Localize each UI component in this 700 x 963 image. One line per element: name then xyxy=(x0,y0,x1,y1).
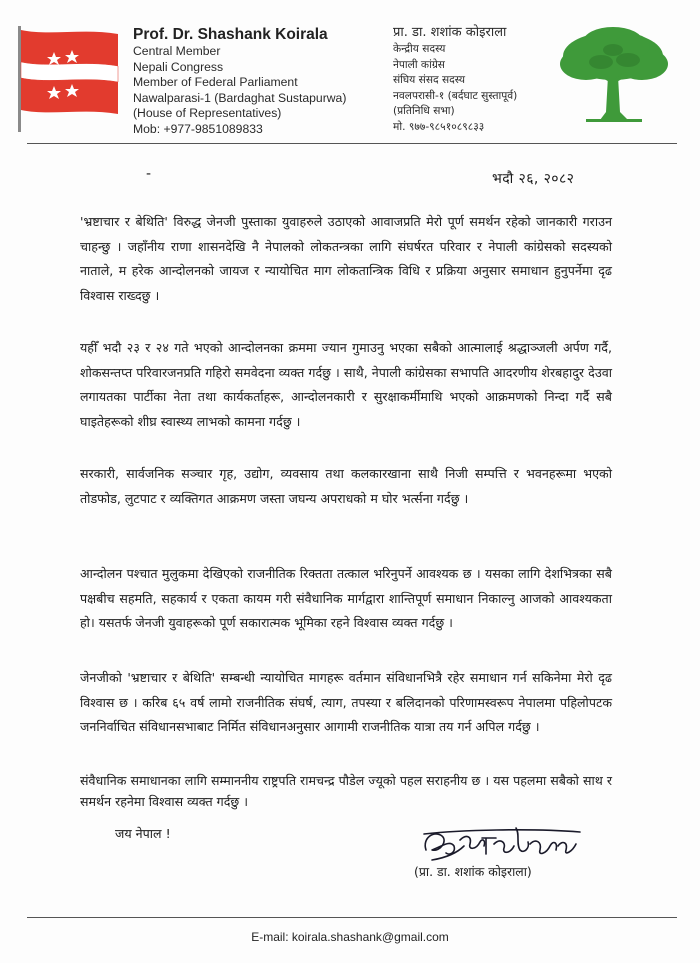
footer-divider xyxy=(27,917,677,918)
header-line-en: Nepali Congress xyxy=(133,59,224,74)
header-line-np: संघिय संसद सदस्य xyxy=(393,74,466,87)
letter-date: भदौ २६, २०८२ xyxy=(492,171,575,187)
letter-paragraph: सरकारी, सार्वजनिक सञ्चार गृह, उद्योग, व्यवसाय तथा कलकारखाना साथै निजी सम्पत्ति र भवनहरूमा भएको तोडफोड, लुटपाट र व्यक्तिगत आक्रमण जस्ता जघन्य अपराधको म घोर भर्त्सना गर्दछु । xyxy=(80,466,612,506)
header-line-np: नेपाली कांग्रेस xyxy=(393,58,445,71)
header-english xyxy=(133,25,363,138)
header-line-np: (प्रतिनिधि सभा) xyxy=(393,105,455,118)
closing-salutation: जय नेपाल ! xyxy=(115,826,171,841)
letter-paragraph: यहीँ भदौ २३ र २४ गते भएको आन्दोलनका क्रममा ज्यान गुमाउनु भएका सबैको आत्मालाई श्रद्धाञ्जली अर्पण गर्दै, शोकसन्तप्त परिवारजनप्रति गहिरो समवेदना व्यक्त गर्दछु । साथै, नेपाली कांग्रेसका सभापति आदरणीय शेरबहादुर देउवा लगायतका पार्टीका नेता तथा कार्यकर्ताहरू, आन्दोलनकारी र सुरक्षाकर्मीमाथि भएको आक्रमणको निन्दा गर्दै सबै घाइतेहरूको शीघ्र स्वास्थ्य लाभको कामना गर्दछु । xyxy=(80,340,612,429)
header-line-np: केन्द्रीय सदस्य xyxy=(393,43,446,55)
header-line-np: नवलपरासी-१ (बर्दघाट सुस्तापूर्व) xyxy=(393,89,518,102)
letter-paragraph: 'भ्रष्टाचार र बेथिति' विरुद्ध जेनजी पुस्ताका युवाहरुले उठाएको आवाजप्रति मेरो पूर्ण समर्थन रहेको जानकारी गराउन चाहन्छु । जहाँनीय राणा शासनदेखि नै नेपालको लोकतन्त्रका लागि संघर्षरत परिवार र नेपाली कांग्रेसको सदस्यको नाताले, म हरेक आन्दोलनको जायज र न्यायोचित माग लोकतान्त्रिक विधि र प्रक्रिया अनुसार समाधान हुनुपर्नेमा दृढ विश्वास राख्दछु । xyxy=(80,214,612,303)
signature xyxy=(420,820,585,866)
nepali-congress-flag-icon xyxy=(14,24,124,134)
name-nepali: प्रा. डा. शशांक कोइराला xyxy=(393,25,507,40)
signatory-name: (प्रा. डा. शशांक कोइराला) xyxy=(414,864,532,879)
header-divider xyxy=(27,143,677,144)
header-line-np: मो. ९७७-९८५१०८९८३३ xyxy=(393,120,485,133)
tree-logo-icon xyxy=(556,24,671,124)
letter-paragraph: जेनजीको 'भ्रष्टाचार र बेथिति' सम्बन्धी न्यायोचित मागहरू वर्तमान संविधानभित्रै रहेर समाधान गर्न सकिनेमा मेरो दृढ विश्वास छ । करिब ६५ वर्ष लामो राजनीतिक संघर्ष, त्याग, तपस्या र बलिदानको परिणामस्वरूप नेपालमा पहिलोपटक जननिर्वाचित संविधानसभाबाट निर्मित संविधानअनुसार आगामी राजनीतिक यात्रा तय गर्न अपिल गर्दछु । xyxy=(80,670,612,734)
name-english: Prof. Dr. Shashank Koirala xyxy=(133,26,328,43)
header-line-en: (House of Representatives) xyxy=(133,106,282,121)
header-nepali xyxy=(393,24,558,136)
header-line-en: Member of Federal Parliament xyxy=(133,75,298,90)
reference-dash: - xyxy=(146,166,152,182)
letter-paragraph: संवैधानिक समाधानका लागि सम्माननीय राष्ट्रपति रामचन्द्र पौडेल ज्यूको पहल सराहनीय छ । यस पहलमा सबैको साथ र समर्थन रहनेमा विश्वास व्यक्त गर्दछु । xyxy=(80,773,612,809)
header-line-en: Nawalparasi-1 (Bardaghat Sustapurwa) xyxy=(133,90,347,105)
header-line-en: Central Member xyxy=(133,44,221,58)
header-line-en: Mob: +977-9851089833 xyxy=(133,121,263,136)
footer-email: E-mail: koirala.shashank@gmail.com xyxy=(251,930,449,944)
letter-paragraph: आन्दोलन पश्चात मुलुकमा देखिएको राजनीतिक रिक्तता तत्काल भरिनुपर्ने आवश्यक छ । यसका लागि देशभित्रका सबै पक्षबीच सहमति, सहकार्य र एकता कायम गरी संवैधानिक मार्गद्वारा शान्तिपूर्ण समाधान निकाल्नु आजको आवश्यकता हो। यसतर्फ जेनजी युवाहरूको पूर्ण सकारात्मक भूमिका रहने विश्वास व्यक्त गर्दछु । xyxy=(80,566,612,630)
